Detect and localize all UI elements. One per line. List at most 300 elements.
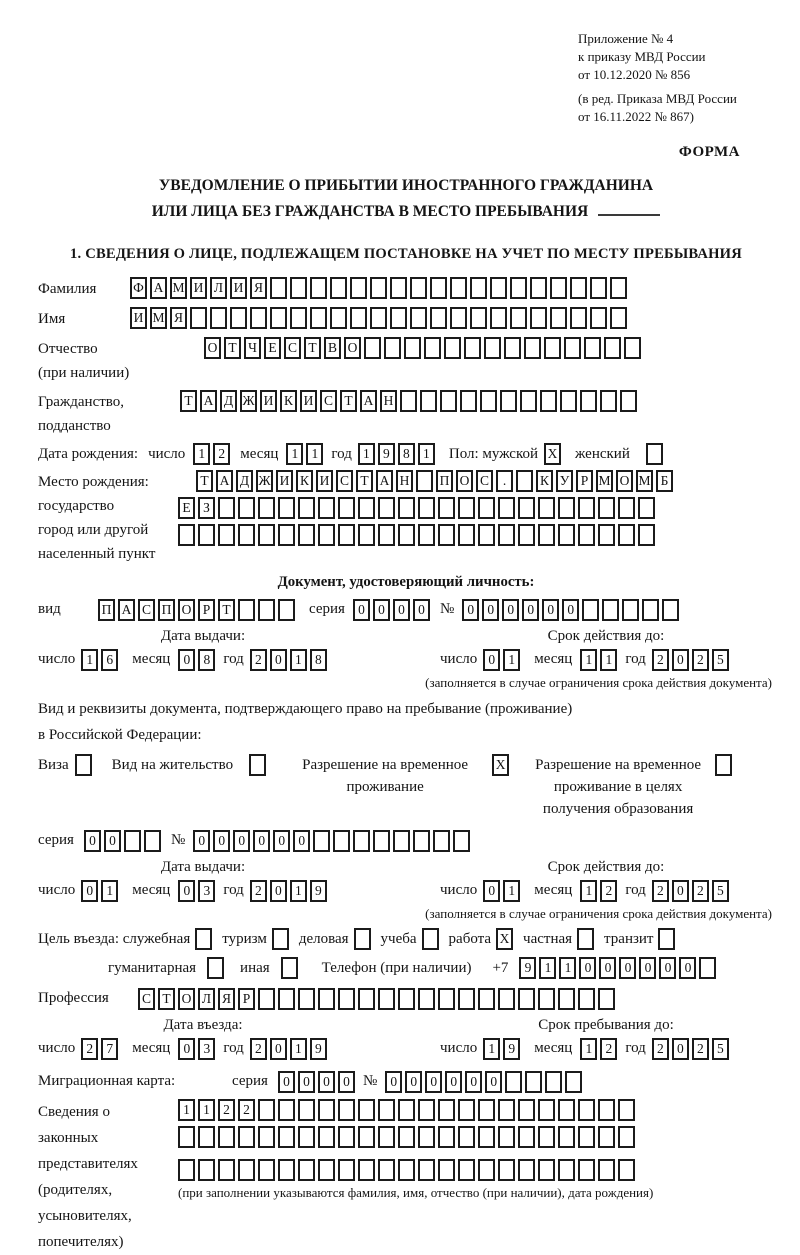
- char-box: [598, 988, 615, 1010]
- business-checkbox: [354, 928, 371, 950]
- char-box: [646, 443, 663, 465]
- year-label: год: [223, 1040, 244, 1057]
- month-label: месяц: [534, 651, 573, 668]
- char-box: [478, 988, 495, 1010]
- char-box: Я: [218, 988, 235, 1010]
- char-box: [620, 390, 637, 412]
- char-box: [218, 1159, 235, 1181]
- char-box: 2: [218, 1099, 235, 1121]
- stay-day-cells: [483, 1038, 520, 1060]
- char-box: [258, 599, 275, 621]
- birthdate-month-cells: [286, 443, 323, 465]
- day-label: число: [440, 1040, 478, 1057]
- char-box: [258, 1159, 275, 1181]
- char-box: Т: [304, 337, 321, 359]
- char-box: [418, 1159, 435, 1181]
- char-box: 1: [193, 443, 210, 465]
- char-box: С: [476, 470, 493, 492]
- char-box: 2: [250, 1038, 267, 1060]
- year-label: год: [625, 1040, 646, 1057]
- char-box: [198, 524, 215, 546]
- char-box: [578, 1099, 595, 1121]
- year-label: год: [223, 882, 244, 899]
- char-box: [358, 988, 375, 1010]
- char-box: [604, 337, 621, 359]
- char-box: [430, 277, 447, 299]
- month-label: месяц: [132, 882, 171, 899]
- valid-month-cells: [580, 880, 617, 902]
- char-box: [270, 307, 287, 329]
- patronymic-label: Отчество (при наличии): [38, 341, 130, 382]
- issue-month-cells: [178, 880, 215, 902]
- char-box: [318, 524, 335, 546]
- char-box: [638, 524, 655, 546]
- char-box: [278, 599, 295, 621]
- char-box: [602, 599, 619, 621]
- char-box: [544, 337, 561, 359]
- field-profession: [38, 986, 774, 1011]
- char-box: Т: [180, 390, 197, 412]
- char-box: [558, 1126, 575, 1148]
- char-box: [450, 307, 467, 329]
- char-box: [584, 337, 601, 359]
- day-label: число: [440, 651, 478, 668]
- char-box: 0: [672, 880, 689, 902]
- char-box: [520, 390, 537, 412]
- char-box: [500, 390, 517, 412]
- char-box: 1: [290, 1038, 307, 1060]
- char-box: [450, 277, 467, 299]
- phone-field: [322, 957, 717, 979]
- char-box: У: [556, 470, 573, 492]
- char-box: [524, 337, 541, 359]
- char-box: 1: [539, 957, 556, 979]
- char-box: 0: [413, 599, 430, 621]
- char-box: 0: [482, 599, 499, 621]
- char-box: [518, 524, 535, 546]
- char-box: [290, 307, 307, 329]
- char-box: К: [296, 470, 313, 492]
- char-box: Я: [170, 307, 187, 329]
- char-box: [577, 928, 594, 950]
- char-box: А: [360, 390, 377, 412]
- char-box: [238, 599, 255, 621]
- annex-header: [578, 30, 778, 126]
- char-box: [444, 337, 461, 359]
- char-box: 9: [310, 880, 327, 902]
- char-box: [258, 1099, 275, 1121]
- char-box: [393, 830, 410, 852]
- citizenship-label: Гражданство, подданство: [38, 394, 125, 435]
- char-box: [364, 337, 381, 359]
- char-box: Е: [264, 337, 281, 359]
- char-box: 0: [178, 1038, 195, 1060]
- char-box: [498, 497, 515, 519]
- char-box: 9: [378, 443, 395, 465]
- char-box: 0: [104, 830, 121, 852]
- char-box: 0: [270, 649, 287, 671]
- char-box: [313, 830, 330, 852]
- char-box: О: [178, 988, 195, 1010]
- char-box: [510, 277, 527, 299]
- char-box: [144, 830, 161, 852]
- id-doc-kind-label: вид: [38, 601, 61, 618]
- resident-valid-group: [416, 859, 774, 903]
- char-box: С: [320, 390, 337, 412]
- char-box: [618, 1126, 635, 1148]
- char-box: [354, 928, 371, 950]
- char-box: Т: [218, 599, 235, 621]
- char-box: 0: [393, 599, 410, 621]
- char-box: М: [636, 470, 653, 492]
- year-label: год: [223, 651, 244, 668]
- purpose-private: частная: [523, 928, 594, 950]
- char-box: [218, 524, 235, 546]
- char-box: [438, 524, 455, 546]
- id-doc-series-cells: [353, 599, 430, 621]
- char-box: [558, 1159, 575, 1181]
- firstname-label: Имя: [38, 311, 66, 328]
- char-box: [618, 1159, 635, 1181]
- char-box: [190, 307, 207, 329]
- study-checkbox: [422, 928, 439, 950]
- char-box: [498, 1159, 515, 1181]
- patronymic-cells: [204, 337, 641, 359]
- char-box: [418, 988, 435, 1010]
- char-box: 1: [503, 649, 520, 671]
- char-box: [278, 1099, 295, 1121]
- char-box: 0: [278, 1071, 295, 1093]
- birthdate-year-cells: [358, 443, 435, 465]
- char-box: И: [300, 390, 317, 412]
- char-box: 0: [659, 957, 676, 979]
- char-box: [270, 277, 287, 299]
- char-box: А: [200, 390, 217, 412]
- char-box: 0: [502, 599, 519, 621]
- char-box: [538, 524, 555, 546]
- char-box: Ч: [244, 337, 261, 359]
- char-box: С: [138, 988, 155, 1010]
- char-box: [278, 1126, 295, 1148]
- char-box: [598, 497, 615, 519]
- field-firstname: [38, 307, 774, 332]
- char-box: 0: [562, 599, 579, 621]
- valid-line: [440, 878, 774, 903]
- form-title-line1: УВЕДОМЛЕНИЕ О ПРИБЫТИИ ИНОСТРАННОГО ГРАЖДАНИНА: [158, 176, 654, 194]
- day-label: число: [38, 882, 76, 899]
- char-box: [378, 1159, 395, 1181]
- char-box: 0: [193, 830, 210, 852]
- char-box: [400, 390, 417, 412]
- char-box: Я: [250, 277, 267, 299]
- transit-checkbox: [658, 928, 675, 950]
- char-box: [278, 524, 295, 546]
- char-box: [484, 337, 501, 359]
- char-box: 0: [233, 830, 250, 852]
- char-box: И: [260, 390, 277, 412]
- issue-day-cells: [81, 649, 118, 671]
- char-box: О: [204, 337, 221, 359]
- stay-until-group: [416, 1017, 774, 1061]
- char-box: И: [230, 277, 247, 299]
- char-box: П: [98, 599, 115, 621]
- char-box: Р: [198, 599, 215, 621]
- char-box: [330, 277, 347, 299]
- representatives-rows-inner: [178, 1099, 653, 1181]
- char-box: [510, 307, 527, 329]
- char-box: [238, 1126, 255, 1148]
- official-checkbox: [195, 928, 212, 950]
- char-box: [504, 337, 521, 359]
- char-box: [598, 1159, 615, 1181]
- char-box: 1: [290, 880, 307, 902]
- char-box: [420, 390, 437, 412]
- char-box: [207, 957, 224, 979]
- valid-month-cells: [580, 649, 617, 671]
- char-box: [590, 277, 607, 299]
- char-box: 9: [503, 1038, 520, 1060]
- char-box: [398, 1099, 415, 1121]
- char-box: [416, 470, 433, 492]
- char-box: 0: [542, 599, 559, 621]
- resident-number-cells: [193, 830, 470, 852]
- number-label: №: [362, 1073, 378, 1090]
- char-box: С: [284, 337, 301, 359]
- char-box: [310, 277, 327, 299]
- surname-label: Фамилия: [38, 281, 97, 298]
- resident-doc-dates: [38, 859, 774, 903]
- char-box: З: [198, 497, 215, 519]
- char-box: Н: [380, 390, 397, 412]
- char-box: [438, 988, 455, 1010]
- char-box: Р: [238, 988, 255, 1010]
- char-box: А: [150, 277, 167, 299]
- char-box: [453, 830, 470, 852]
- char-box: [458, 524, 475, 546]
- char-box: [378, 988, 395, 1010]
- representatives-label: Сведения о законных представителях (родителях, усыновителях, попечителях): [38, 1104, 138, 1251]
- char-box: [564, 337, 581, 359]
- char-box: [350, 277, 367, 299]
- char-box: [538, 1099, 555, 1121]
- char-box: [338, 1126, 355, 1148]
- stay-month-cells: [580, 1038, 617, 1060]
- valid-day-cells: [483, 649, 520, 671]
- other-checkbox: [281, 957, 298, 979]
- char-box: [618, 524, 635, 546]
- char-box: X: [492, 754, 509, 776]
- char-box: [318, 1159, 335, 1181]
- field-patronymic: [38, 337, 774, 385]
- char-box: О: [616, 470, 633, 492]
- char-box: [478, 1126, 495, 1148]
- month-label: месяц: [534, 1040, 573, 1057]
- purpose-other: иная: [240, 957, 298, 979]
- char-box: [438, 1159, 455, 1181]
- issue-caption: Дата выдачи:: [160, 859, 246, 876]
- char-box: [518, 1099, 535, 1121]
- char-box: [430, 307, 447, 329]
- char-box: [258, 524, 275, 546]
- migration-series-cells: [278, 1071, 355, 1093]
- char-box: [610, 307, 627, 329]
- char-box: 5: [712, 1038, 729, 1060]
- char-box: [538, 497, 555, 519]
- char-box: 0: [298, 1071, 315, 1093]
- day-label: число: [440, 882, 478, 899]
- char-box: 0: [253, 830, 270, 852]
- char-box: 2: [250, 880, 267, 902]
- month-label: месяц: [534, 882, 573, 899]
- blank-line: [598, 202, 660, 216]
- char-box: 0: [599, 957, 616, 979]
- char-box: [598, 1099, 615, 1121]
- representatives-note: (при заполнении указываются фамилия, имя, отчество (при наличии), дата рождения): [178, 1185, 654, 1201]
- char-box: [530, 307, 547, 329]
- char-box: [560, 390, 577, 412]
- option-visa: Виза: [38, 754, 92, 776]
- char-box: 6: [101, 649, 118, 671]
- char-box: 1: [286, 443, 303, 465]
- char-box: [358, 497, 375, 519]
- purpose-study: учеба: [381, 928, 439, 950]
- char-box: 2: [600, 880, 617, 902]
- char-box: 0: [353, 599, 370, 621]
- char-box: [390, 307, 407, 329]
- char-box: [398, 524, 415, 546]
- char-box: Т: [196, 470, 213, 492]
- char-box: [578, 497, 595, 519]
- profession-label: Профессия: [38, 990, 109, 1007]
- number-label: №: [170, 832, 186, 849]
- entry-month-cells: [178, 1038, 215, 1060]
- char-box: [550, 307, 567, 329]
- char-box: [278, 1159, 295, 1181]
- entry-caption: Дата въезда:: [163, 1017, 243, 1034]
- char-box: [558, 524, 575, 546]
- char-box: [195, 928, 212, 950]
- char-box: 0: [465, 1071, 482, 1093]
- field-migration-card: [38, 1069, 774, 1094]
- char-box: [258, 988, 275, 1010]
- char-box: [580, 390, 597, 412]
- char-box: 0: [178, 880, 195, 902]
- char-box: [525, 1071, 542, 1093]
- char-box: 0: [81, 880, 98, 902]
- month-label: месяц: [132, 651, 171, 668]
- char-box: [518, 1159, 535, 1181]
- char-box: [370, 277, 387, 299]
- char-box: М: [150, 307, 167, 329]
- char-box: 8: [398, 443, 415, 465]
- char-box: [438, 1099, 455, 1121]
- char-box: [490, 307, 507, 329]
- char-box: [662, 599, 679, 621]
- char-box: [418, 497, 435, 519]
- char-box: [618, 1099, 635, 1121]
- char-box: О: [344, 337, 361, 359]
- char-box: 0: [405, 1071, 422, 1093]
- id-doc-issue-group: [38, 628, 416, 672]
- birthdate-group: [38, 443, 663, 465]
- valid-caption: Срок действия до:: [547, 859, 665, 876]
- char-box: [498, 524, 515, 546]
- char-box: 2: [652, 1038, 669, 1060]
- temp-residence-education-checkbox: [715, 754, 732, 776]
- char-box: [373, 830, 390, 852]
- field-id-doc: [38, 597, 774, 622]
- purpose-tourism: туризм: [222, 928, 289, 950]
- char-box: 0: [639, 957, 656, 979]
- issue-line: [38, 647, 416, 672]
- char-box: Ф: [130, 277, 147, 299]
- char-box: [418, 1099, 435, 1121]
- char-box: 2: [600, 1038, 617, 1060]
- char-box: 2: [652, 649, 669, 671]
- char-box: [318, 497, 335, 519]
- char-box: [358, 1159, 375, 1181]
- valid-year-cells: [652, 880, 729, 902]
- char-box: [578, 988, 595, 1010]
- char-box: [478, 1159, 495, 1181]
- char-box: [622, 599, 639, 621]
- char-box: 1: [358, 443, 375, 465]
- char-box: [498, 1099, 515, 1121]
- birthdate-day-cells: [193, 443, 230, 465]
- char-box: [518, 497, 535, 519]
- char-box: [350, 307, 367, 329]
- char-box: 9: [310, 1038, 327, 1060]
- char-box: [470, 277, 487, 299]
- char-box: [338, 1099, 355, 1121]
- char-box: [298, 497, 315, 519]
- char-box: 0: [462, 599, 479, 621]
- char-box: 2: [213, 443, 230, 465]
- issue-caption: Дата выдачи:: [160, 628, 246, 645]
- year-label: год: [331, 446, 352, 463]
- char-box: [398, 1159, 415, 1181]
- entry-day-cells: [81, 1038, 118, 1060]
- char-box: [458, 988, 475, 1010]
- char-box: [358, 524, 375, 546]
- resident-doc-note: (заполняется в случае ограничения срока действия документа): [425, 906, 772, 922]
- valid-caption: Срок действия до:: [547, 628, 665, 645]
- char-box: [715, 754, 732, 776]
- resident-doc-heading2: в Российской Федерации:: [38, 726, 202, 743]
- char-box: [480, 390, 497, 412]
- char-box: [570, 277, 587, 299]
- char-box: [378, 497, 395, 519]
- char-box: 2: [81, 1038, 98, 1060]
- char-box: О: [456, 470, 473, 492]
- char-box: 1: [503, 880, 520, 902]
- phone-label: Телефон (при наличии): [321, 959, 472, 976]
- field-birthplace: [38, 470, 774, 566]
- char-box: [598, 524, 615, 546]
- char-box: 1: [600, 649, 617, 671]
- char-box: [338, 1159, 355, 1181]
- char-box: Т: [224, 337, 241, 359]
- entry-date-group: [38, 1017, 416, 1061]
- annex-line: (в ред. Приказа МВД России: [578, 90, 737, 106]
- char-box: 0: [522, 599, 539, 621]
- purpose-row2: [108, 957, 774, 979]
- char-box: [418, 1126, 435, 1148]
- char-box: [398, 497, 415, 519]
- char-box: 8: [310, 649, 327, 671]
- char-box: 2: [652, 880, 669, 902]
- char-box: [178, 1126, 195, 1148]
